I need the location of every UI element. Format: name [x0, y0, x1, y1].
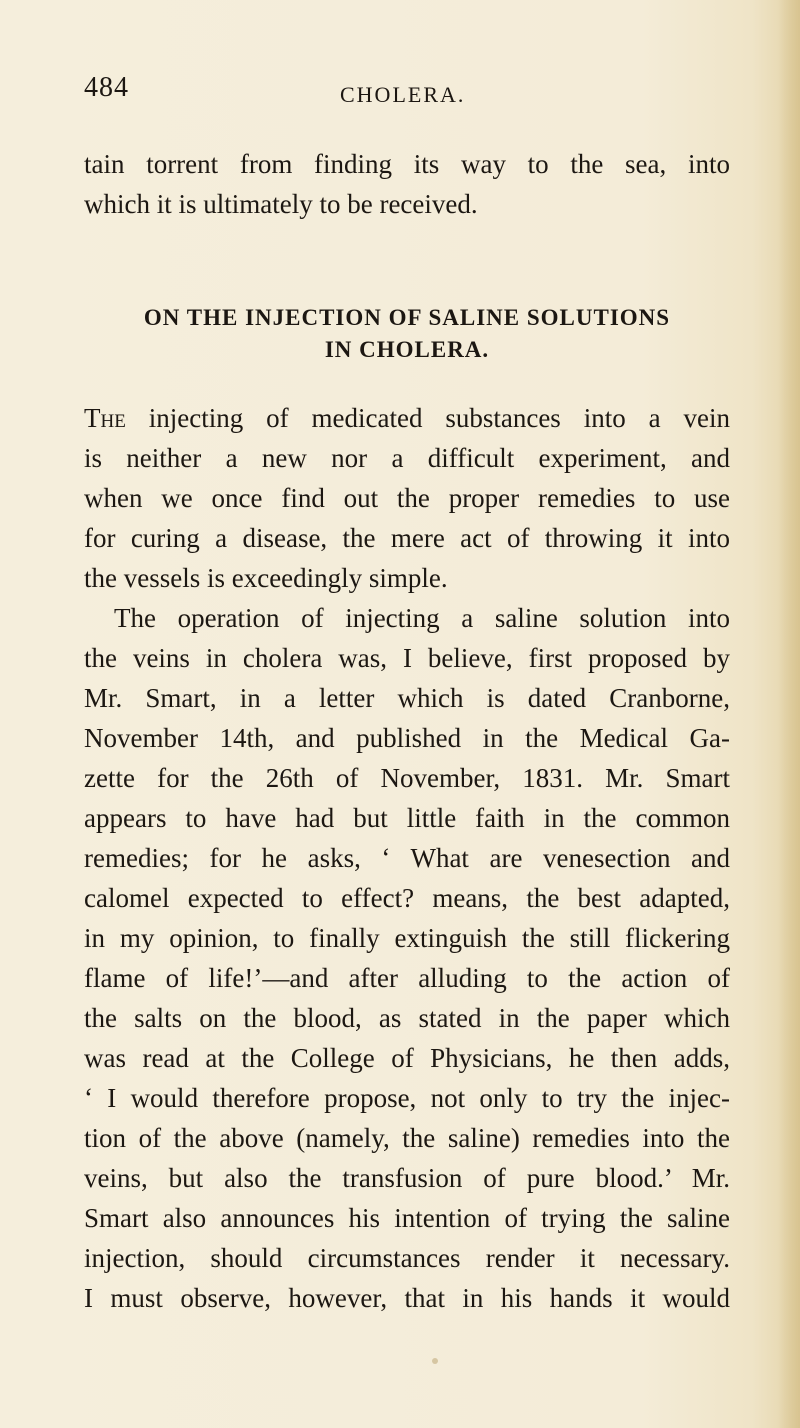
text-line: I must observe, however, that in his hands it would	[84, 1283, 730, 1313]
text-line: when we once find out the proper remedies to use	[84, 483, 730, 513]
page-edge-shadow	[778, 0, 800, 1428]
text-line: The operation of injecting a saline solution into	[114, 603, 730, 633]
text-line: the vessels is exceedingly simple.	[84, 563, 448, 593]
text-line: is neither a new nor a difficult experiment, and	[84, 443, 730, 473]
text-line: tain torrent from finding its way to the sea, into	[84, 149, 730, 179]
text-line: tion of the above (namely, the saline) remedies into the	[84, 1123, 730, 1153]
text-line: Mr. Smart, in a letter which is dated Cranborne,	[84, 683, 730, 713]
text-line: in my opinion, to finally extinguish the still flickering	[84, 923, 730, 953]
text-line: veins, but also the transfusion of pure blood.’ Mr.	[84, 1163, 730, 1193]
text-line: for curing a disease, the mere act of throwing it into	[84, 523, 730, 553]
text-line: November 14th, and published in the Medical Ga-	[84, 723, 730, 753]
text-line: which it is ultimately to be received.	[84, 189, 478, 219]
running-head: CHOLERA.	[340, 82, 466, 107]
text-line	[84, 398, 730, 438]
text-line: ‘ I would therefore propose, not only to try the injec-	[84, 1083, 730, 1113]
text-line: injection, should circumstances render it necessary.	[84, 1243, 730, 1273]
text-line: calomel expected to effect? means, the best adapted,	[84, 883, 730, 913]
text-line: remedies; for he asks, ‘ What are venesection and	[84, 843, 730, 873]
line-rest: injecting of medicated substances into a vein	[125, 403, 730, 433]
page-number: 484	[84, 72, 129, 103]
text-line: the veins in cholera was, I believe, first proposed by	[84, 643, 730, 673]
text-line: zette for the 26th of November, 1831. Mr. Smart	[84, 763, 730, 793]
text-line: appears to have had but little faith in the common	[84, 803, 730, 833]
section-heading-line-2: IN CHOLERA.	[324, 337, 490, 362]
section-heading-line-1: ON THE INJECTION OF SALINE SOLUTIONS	[143, 305, 671, 330]
text-line: was read at the College of Physicians, he then adds,	[84, 1043, 730, 1073]
paper-speck	[432, 1358, 438, 1364]
text-line: the salts on the blood, as stated in the paper which	[84, 1003, 730, 1033]
text-line: flame of life!’—and after alluding to the action of	[84, 963, 730, 993]
drop-word: The	[84, 403, 126, 433]
text-line: Smart also announces his intention of trying the saline	[84, 1203, 730, 1233]
